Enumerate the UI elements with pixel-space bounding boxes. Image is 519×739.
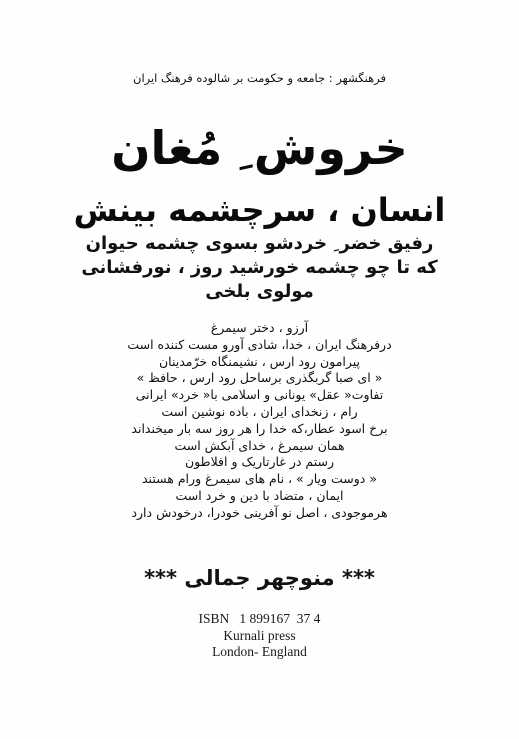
author-name: *** منوچهر جمالی *** — [144, 566, 375, 590]
poem-attribution: مولوی بلخی — [205, 281, 314, 302]
contents-item: هرموجودی ، اصل نو آفرینی خودرا، درخودش دارد — [131, 504, 388, 520]
contents-item: رستم در غارتاریک و افلاطون — [185, 454, 334, 470]
book-title: خروش ِ مُغان — [111, 121, 408, 175]
epigraph-poem — [0, 232, 519, 304]
contents-item: ایمان ، متضاد با دین و خرد است — [175, 487, 344, 503]
publication-info — [0, 611, 519, 661]
series-line: فرهنگشهر : جامعه و حکومت بر شالوده فرهنگ ایران — [133, 71, 386, 85]
contents-item: « دوست ویار » ، نام های سیمرغ ورام هستند — [142, 471, 377, 487]
isbn-line: ISBN 1 899167 37 4 — [198, 611, 321, 626]
contents-item: درفرهنگ ایران ، خدا، شادی آورو مست کننده است — [127, 336, 392, 352]
poem-line: رفیق خضر ِ خردشو بسوی چشمه حیوان — [85, 233, 434, 254]
contents-list — [0, 320, 519, 522]
contents-item: پیرامون رود ارس ، نشیمنگاه خرّمدینان — [158, 353, 361, 369]
publisher-line: Kurnali press — [223, 627, 296, 643]
contents-item: همان سیمرغ ، خدای آبکش است — [174, 437, 345, 453]
contents-item: برخ اسود عطار،که خدا را هر روز سه بار میخنداند — [131, 420, 388, 436]
contents-item: « ای صبا گربگذری برساحل رود ارس ، حافظ » — [136, 370, 383, 386]
contents-item: آرزو ، دختر سیمرغ — [210, 320, 309, 335]
poem-line: که تا چو چشمه خورشید روز ، نورفشانی — [81, 257, 438, 278]
location-line: London- England — [212, 644, 307, 659]
contents-item: رام ، زنخدای ایران ، باده نوشین است — [161, 403, 358, 419]
book-subtitle: انسان ، سرچشمه بینش — [73, 191, 446, 229]
contents-item: تفاوت« عقل» یونانی و اسلامی با« خرد» ایرانی — [135, 387, 384, 403]
